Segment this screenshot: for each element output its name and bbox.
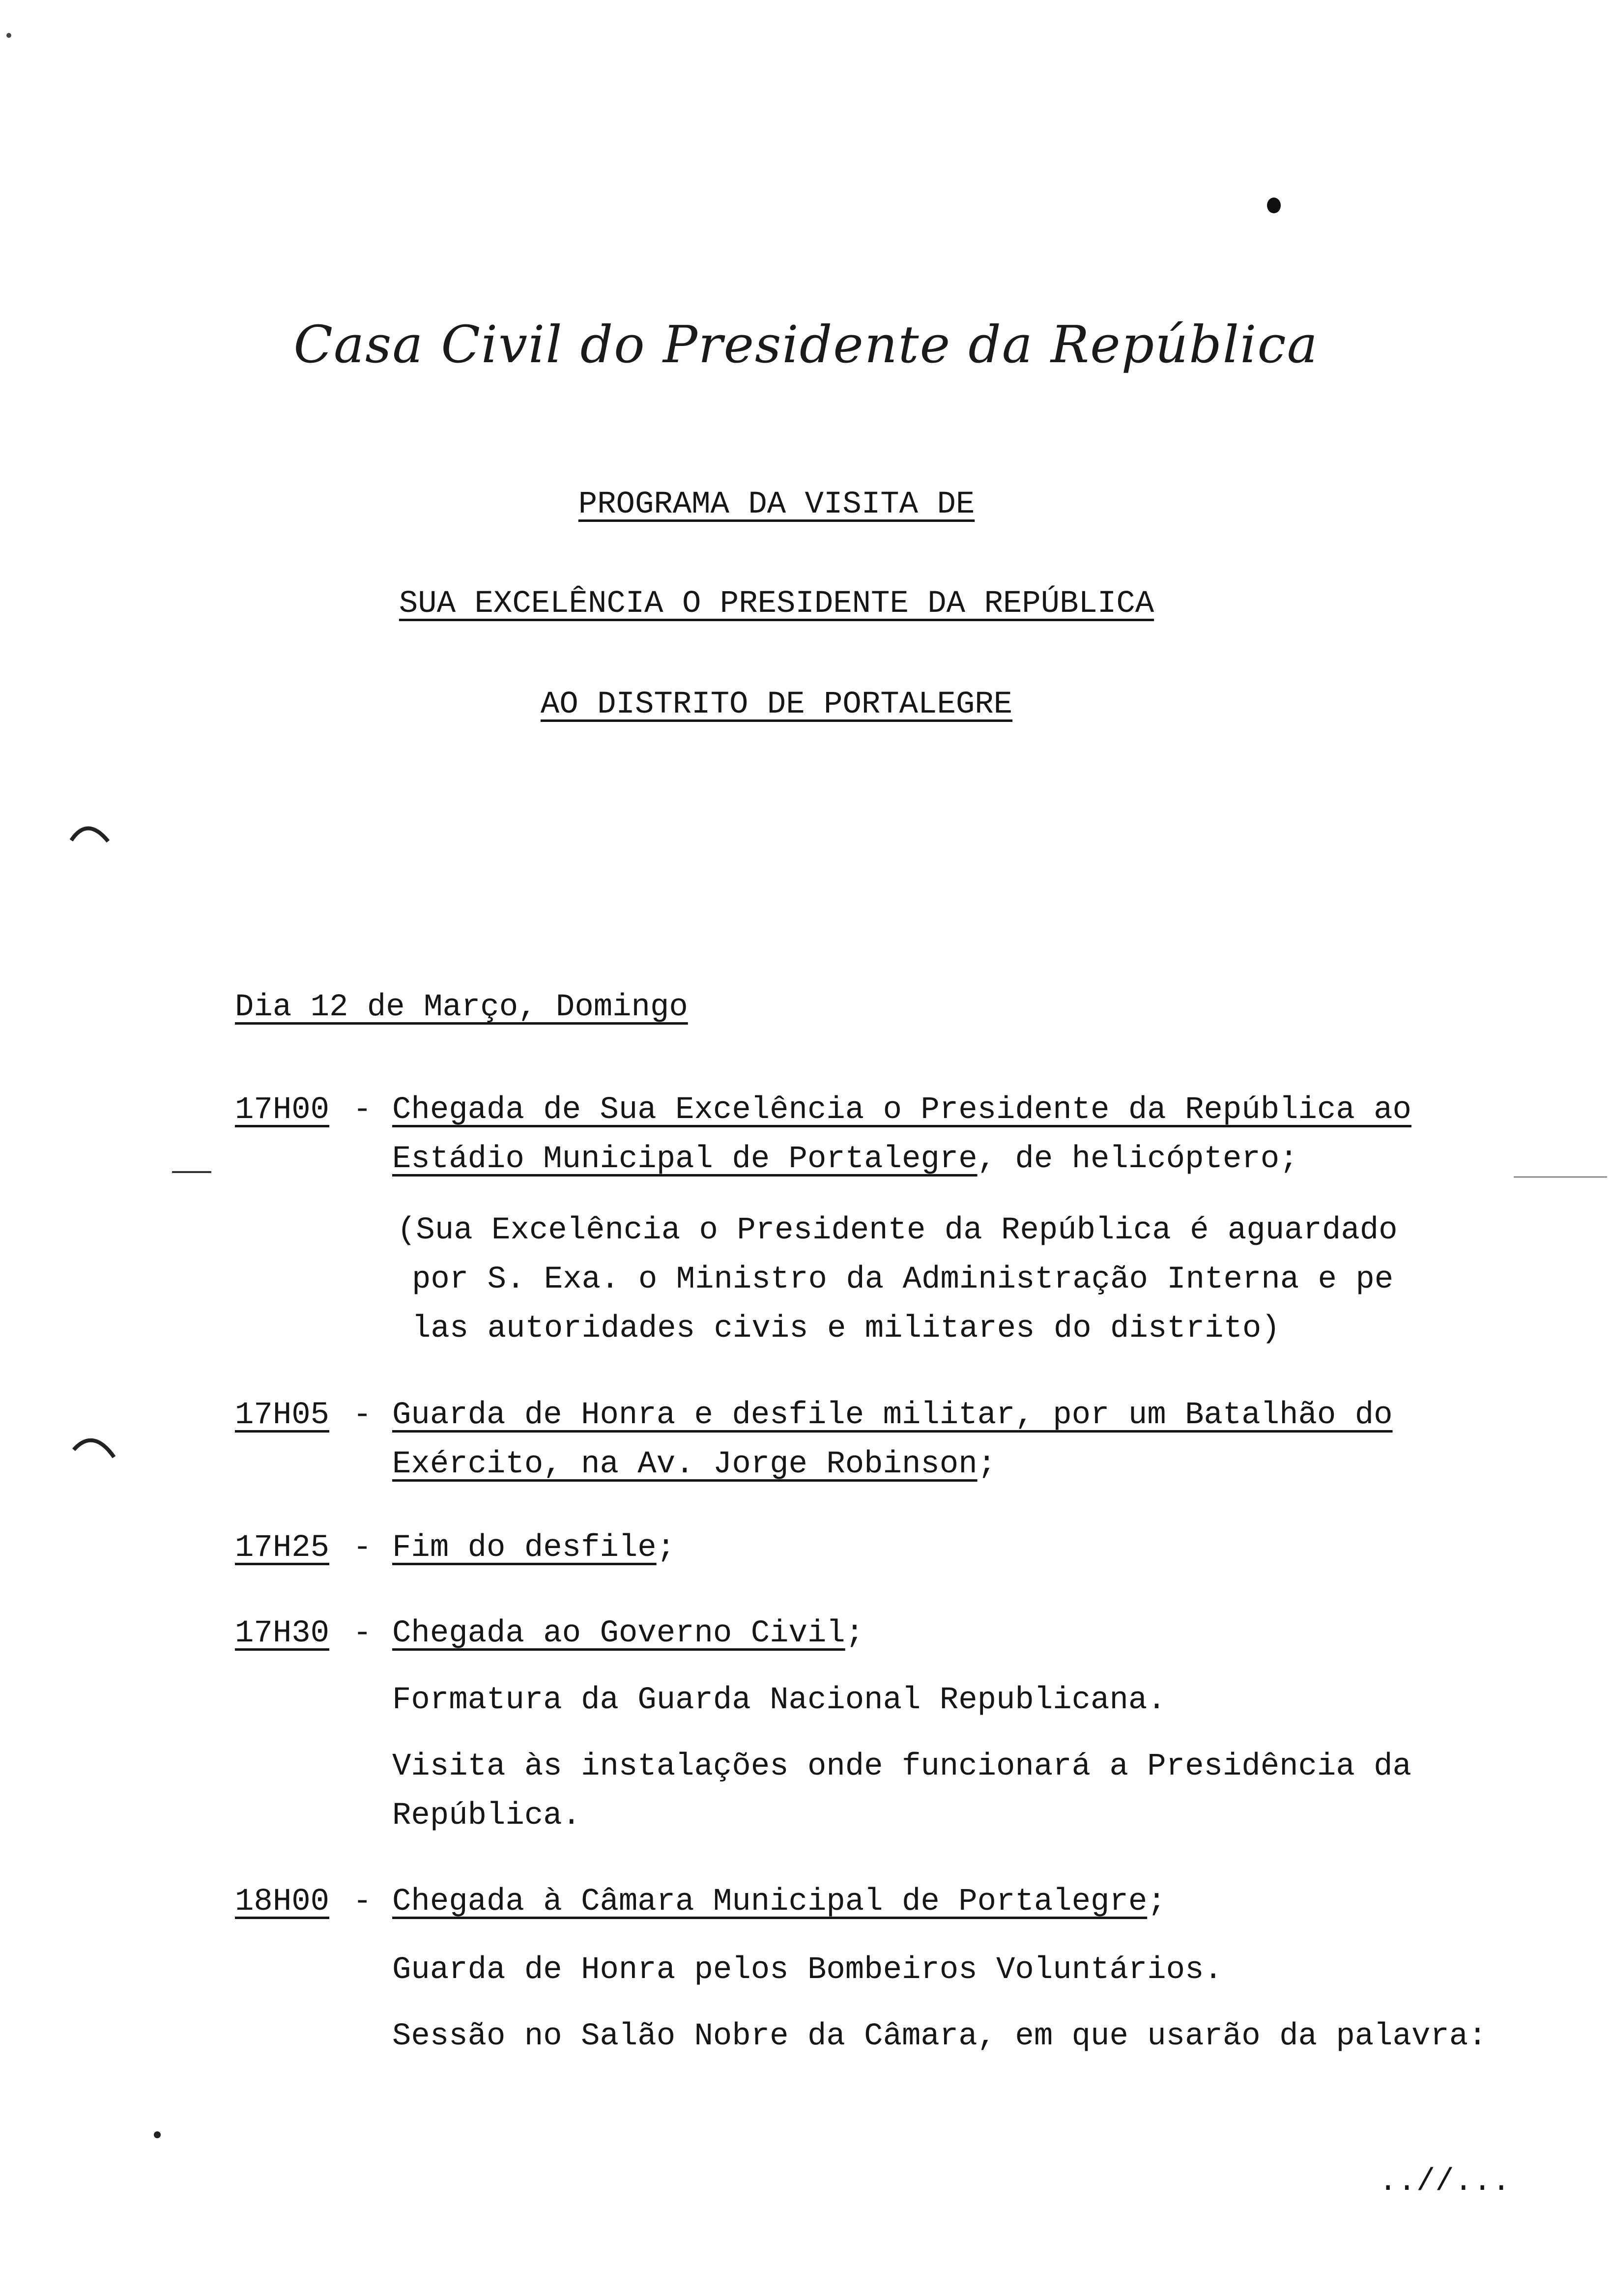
entry-note: Sessão no Salão Nobre da Câmara, em que usarão da palavra: xyxy=(392,2019,1487,2054)
letterhead: Casa Civil do Presidente da República xyxy=(293,315,1319,374)
entry-text-underlined: Chegada à Câmara Municipal de Portalegre xyxy=(392,1884,1148,1920)
title-line-3: AO DISTRITO DE PORTALEGRE xyxy=(540,687,1013,722)
title-line-2: SUA EXCELÊNCIA O PRESIDENTE DA REPÚBLICA xyxy=(399,586,1154,622)
entry-note: Guarda de Honra pelos Bombeiros Voluntários. xyxy=(392,1952,1223,1988)
entry-separator: - xyxy=(353,1884,372,1920)
entry-text-underlined: Chegada ao Governo Civil xyxy=(392,1616,845,1651)
entry-time: 17H25 xyxy=(235,1530,330,1566)
entry-text-underlined: Estádio Municipal de Portalegre xyxy=(392,1142,978,1177)
entry-text-line xyxy=(392,1449,996,1480)
entry-text-tail: ; xyxy=(845,1616,864,1651)
entry-text-tail: ; xyxy=(1147,1884,1166,1920)
entry-separator: - xyxy=(353,1092,372,1128)
day-heading: Dia 12 de Março, Domingo xyxy=(235,990,688,1025)
title-line-1: PROGRAMA DA VISITA DE xyxy=(578,487,975,522)
entry-text-line: Guarda de Honra e desfile militar, por um Batalhão do xyxy=(392,1398,1393,1433)
entry-text-line xyxy=(392,1144,1298,1175)
continuation-marker: ..//... xyxy=(1379,2164,1511,2200)
entry-note: por S. Exa. o Ministro da Administração Interna e pe xyxy=(412,1262,1394,1297)
entry-text-tail: ; xyxy=(656,1530,676,1566)
entry-text-line xyxy=(392,1618,864,1649)
entry-time: 17H05 xyxy=(235,1398,330,1433)
entry-separator: - xyxy=(353,1530,372,1566)
entry-text-tail: ; xyxy=(977,1447,996,1482)
entry-note: Formatura da Guarda Nacional Republicana. xyxy=(392,1683,1166,1718)
entry-separator: - xyxy=(353,1616,372,1651)
entry-text-underlined: Fim do desfile xyxy=(392,1530,657,1566)
entry-text-underlined: Exército, na Av. Jorge Robinson xyxy=(392,1447,978,1482)
entry-text-line xyxy=(392,1532,675,1564)
entry-note: las autoridades civis e militares do distrito) xyxy=(412,1311,1280,1347)
entry-note: República. xyxy=(392,1798,581,1834)
entry-time: 18H00 xyxy=(235,1884,330,1920)
entry-text-line xyxy=(392,1886,1166,1918)
entry-note: Visita às instalações onde funcionará a Presidência da xyxy=(392,1749,1411,1784)
entry-time: 17H00 xyxy=(235,1092,330,1128)
entry-separator: - xyxy=(353,1398,372,1433)
entry-text-tail: , de helicóptero; xyxy=(977,1142,1298,1177)
entry-note: (Sua Excelência o Presidente da República é aguardado xyxy=(397,1213,1398,1248)
entry-text-line: Chegada de Sua Excelência o Presidente da República ao xyxy=(392,1092,1411,1128)
entry-time: 17H30 xyxy=(235,1616,330,1651)
